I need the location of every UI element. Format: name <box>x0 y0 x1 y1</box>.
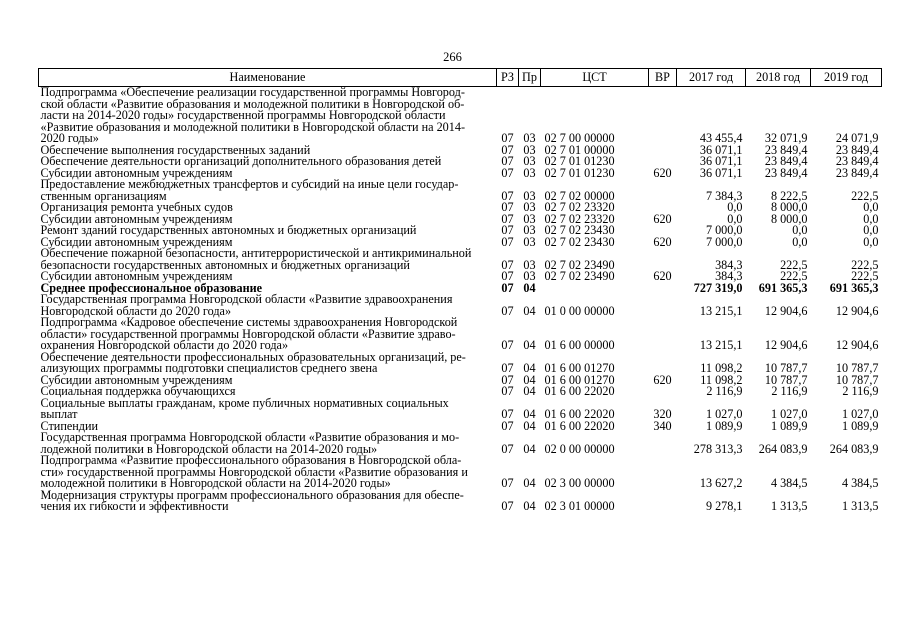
row-2017: 1 089,9 <box>705 418 743 433</box>
header-rz: РЗ <box>497 69 519 87</box>
row-rz: 07 <box>501 234 514 249</box>
row-2018: 8 000,0 <box>770 211 808 226</box>
row-rz: 07 <box>501 165 514 180</box>
row-2019: 691 365,3 <box>829 280 879 295</box>
row-pr: 03 <box>523 269 536 283</box>
row-pr: 03 <box>523 223 536 237</box>
row-cst: 01 0 00 00000 <box>544 303 615 318</box>
row-2018: 222,5 <box>780 269 808 283</box>
row-rz: 07 <box>501 131 514 145</box>
row-pr: 04 <box>523 418 536 433</box>
row-cst: 02 7 02 23430 <box>544 223 615 237</box>
row-pr: 04 <box>523 372 536 387</box>
row-cst: 02 7 00 00000 <box>544 131 615 145</box>
row-vr <box>649 248 677 271</box>
row-pr: 04 <box>523 280 536 295</box>
row-vr <box>649 432 677 455</box>
row-rz: 07 <box>501 211 514 226</box>
row-vr: 620 <box>653 211 672 226</box>
row-pr: 03 <box>523 142 536 157</box>
row-2017: 9 278,1 <box>705 499 743 513</box>
row-rz: 07 <box>501 280 514 295</box>
row-2019: 0,0 <box>863 223 879 237</box>
row-rz: 07 <box>501 154 514 168</box>
row-2017: 11 098,2 <box>700 372 743 387</box>
row-name: Обеспечение деятельности организаций дополнительного образования детей <box>40 154 442 168</box>
row-2017: 13 215,1 <box>699 338 743 352</box>
row-2018: 222,5 <box>780 257 808 272</box>
row-2017: 36 071,1 <box>699 142 743 157</box>
row-cst: 02 7 02 00000 <box>544 188 615 203</box>
row-2017: 727 319,0 <box>693 280 743 295</box>
row-2018: 8 222,5 <box>770 188 808 203</box>
row-rz: 07 <box>501 257 514 272</box>
row-2018: 23 849,4 <box>764 165 808 180</box>
row-2018: 4 384,5 <box>770 476 808 490</box>
row-cst: 02 7 01 01230 <box>544 154 615 168</box>
row-2018: 1 089,9 <box>770 418 808 433</box>
header-name: Наименование <box>39 69 497 87</box>
row-pr: 03 <box>523 234 536 249</box>
row-2019: 1 089,9 <box>841 418 879 433</box>
table-row <box>39 398 882 421</box>
row-name: Ремонт зданий государственных автономных и бюджетных организаций <box>40 223 417 237</box>
row-name: Обеспечение пожарной безопасности, антитеррористической и антикриминальной безопасности государственных автономных и бюджетных организаций <box>40 246 472 272</box>
row-2019: 222,5 <box>851 269 879 283</box>
header-2018: 2018 год <box>746 69 811 87</box>
row-name: Социальная поддержка обучающихся <box>40 384 236 398</box>
row-cst: 02 3 01 00000 <box>544 499 615 513</box>
row-name: Обеспечение деятельности профессиональных образовательных организаций, ре- ализующих программы подготовки специалистов среднего звена <box>40 349 466 375</box>
header-cst: ЦСТ <box>541 69 649 87</box>
budget-table <box>38 68 882 513</box>
row-2019: 1 313,5 <box>841 499 879 513</box>
row-cst: 01 6 00 00000 <box>544 338 615 352</box>
table-row <box>39 455 882 490</box>
row-2017: 2 116,9 <box>706 384 743 398</box>
header-2017: 2017 год <box>677 69 746 87</box>
row-name: Субсидии автономным учреждениям <box>40 211 233 226</box>
row-vr <box>649 352 677 375</box>
row-vr <box>649 179 677 202</box>
row-pr: 04 <box>523 384 536 398</box>
row-cst: 02 7 02 23430 <box>544 234 615 249</box>
row-rz: 07 <box>501 384 514 398</box>
row-cst: 02 7 02 23490 <box>544 257 615 272</box>
row-pr: 04 <box>523 499 536 513</box>
row-vr <box>649 87 677 145</box>
row-2018: 23 849,4 <box>764 142 808 157</box>
row-vr <box>649 283 677 295</box>
row-vr <box>649 490 677 513</box>
row-pr: 04 <box>523 303 536 318</box>
row-cst: 01 6 00 22020 <box>544 384 615 398</box>
row-2017: 11 098,2 <box>700 361 743 375</box>
row-2019: 2 116,9 <box>842 384 879 398</box>
row-2018: 32 071,9 <box>764 131 808 145</box>
row-name: Стипендии <box>40 418 99 433</box>
row-2018: 12 904,6 <box>764 303 808 318</box>
row-rz: 07 <box>501 223 514 237</box>
row-2019: 0,0 <box>863 200 879 214</box>
row-cst: 01 6 00 22020 <box>544 407 615 421</box>
header-2019: 2019 год <box>811 69 882 87</box>
row-2019: 1 027,0 <box>841 407 879 421</box>
row-2018: 691 365,3 <box>758 280 808 295</box>
row-2018: 8 000,0 <box>770 200 808 214</box>
row-cst: 01 6 00 01270 <box>544 372 615 387</box>
row-name: Обеспечение выполнения государственных заданий <box>40 142 311 157</box>
table-header-row <box>39 69 882 87</box>
row-name: Субсидии автономным учреждениям <box>40 234 233 249</box>
row-2019: 23 849,4 <box>835 165 879 180</box>
row-cst <box>541 283 649 295</box>
row-2019: 4 384,5 <box>841 476 879 490</box>
table-row <box>39 432 882 455</box>
row-2019: 12 904,6 <box>835 338 879 352</box>
row-name: Предоставление межбюджетных трансфертов и субсидий на иные цели государ- ственным организациям <box>40 177 459 203</box>
row-cst: 02 0 00 00000 <box>544 441 615 456</box>
row-2017: 0,0 <box>727 211 743 226</box>
row-2019: 264 083,9 <box>829 441 879 456</box>
row-2017: 7 384,3 <box>705 188 743 203</box>
row-name: Субсидии автономным учреждениям <box>40 372 233 387</box>
row-name: Среднее профессиональное образование <box>40 280 263 295</box>
row-2017: 1 027,0 <box>705 407 743 421</box>
row-2017: 384,3 <box>715 257 743 272</box>
row-rz: 07 <box>501 303 514 318</box>
row-2017: 7 000,0 <box>705 234 743 249</box>
row-pr: 04 <box>523 338 536 352</box>
row-2018: 10 787,7 <box>764 372 808 387</box>
row-cst: 02 3 00 00000 <box>544 476 615 490</box>
row-2019: 0,0 <box>863 234 879 249</box>
row-pr: 04 <box>523 361 536 375</box>
row-rz: 07 <box>501 269 514 283</box>
row-2017: 278 313,3 <box>693 441 743 456</box>
row-rz: 07 <box>501 418 514 433</box>
row-2018: 264 083,9 <box>758 441 808 456</box>
row-2019: 222,5 <box>851 257 879 272</box>
row-2019: 23 849,4 <box>835 142 879 157</box>
row-2018: 10 787,7 <box>764 361 808 375</box>
row-rz: 07 <box>501 476 514 490</box>
row-rz: 07 <box>501 407 514 421</box>
row-rz: 07 <box>501 499 514 513</box>
row-rz: 07 <box>501 188 514 203</box>
row-rz: 07 <box>501 338 514 352</box>
row-cst: 02 7 02 23320 <box>544 211 615 226</box>
row-2017: 36 071,1 <box>699 165 743 180</box>
row-rz: 07 <box>501 142 514 157</box>
row-pr: 03 <box>523 154 536 168</box>
row-vr: 620 <box>653 372 672 387</box>
row-rz: 07 <box>501 361 514 375</box>
row-2019: 222,5 <box>851 188 879 203</box>
row-2019: 24 071,9 <box>835 131 879 145</box>
row-name: Субсидии автономным учреждениям <box>40 165 233 180</box>
row-vr: 620 <box>653 234 672 249</box>
page-number: 266 <box>443 50 462 64</box>
row-name: Подпрограмма «Обеспечение реализации государственной программы Новгород- ской области «Развитие образования и молодежной политики в Новгородской об- ласти на 2014-2020 годы» государственной программы Новгородской области «Развитие образования и молодежной политики в Новгородской области на 2014- 2020 годы» <box>40 85 466 145</box>
row-vr <box>649 455 677 490</box>
row-2019: 10 787,7 <box>835 372 879 387</box>
row-2017: 7 000,0 <box>705 223 743 237</box>
row-pr: 03 <box>523 165 536 180</box>
row-2019: 0,0 <box>863 211 879 226</box>
row-vr: 620 <box>653 269 672 283</box>
row-vr: 620 <box>653 165 672 180</box>
row-2018: 0,0 <box>792 234 808 249</box>
row-pr: 03 <box>523 188 536 203</box>
row-pr: 03 <box>523 131 536 145</box>
row-pr: 04 <box>523 407 536 421</box>
row-vr <box>649 317 677 352</box>
row-2018: 0,0 <box>792 223 808 237</box>
row-2018: 1 313,5 <box>770 499 808 513</box>
row-name: Государственная программа Новгородской области «Развитие образования и мо- лодежной политики в Новгородской области на 2014-2020 годы» <box>40 430 460 456</box>
row-2017: 36 071,1 <box>699 154 743 168</box>
row-name: Субсидии автономным учреждениям <box>40 269 233 283</box>
table-row <box>39 248 882 271</box>
row-2018: 12 904,6 <box>764 338 808 352</box>
row-pr: 04 <box>523 441 536 456</box>
row-cst: 02 7 02 23490 <box>544 269 615 283</box>
row-name: Модернизация структуры программ профессионального образования для обеспе- чения их гибкости и эффективности <box>40 487 464 513</box>
header-pr: Пр <box>519 69 541 87</box>
row-2019: 12 904,6 <box>835 303 879 318</box>
row-vr <box>649 294 677 317</box>
row-cst: 01 6 00 22020 <box>544 418 615 433</box>
row-rz: 07 <box>501 200 514 214</box>
row-vr <box>649 145 677 157</box>
row-rz: 07 <box>501 441 514 456</box>
row-2017: 43 455,4 <box>699 131 743 145</box>
row-2019: 10 787,7 <box>835 361 879 375</box>
table-row <box>39 352 882 375</box>
row-vr <box>649 386 677 398</box>
row-2017: 13 627,2 <box>699 476 743 490</box>
row-2017: 0,0 <box>727 200 743 214</box>
row-2017: 13 215,1 <box>699 303 743 318</box>
table-row <box>39 490 882 513</box>
row-vr: 320 <box>653 407 672 421</box>
row-cst: 01 6 00 01270 <box>544 361 615 375</box>
row-name: Подпрограмма «Кадровое обеспечение системы здравоохранения Новгородской области» государственной программы Новгородской области «Развитие здраво- охранения Новгородской области до 2020 года» <box>40 315 458 352</box>
row-2017: 384,3 <box>715 269 743 283</box>
row-pr: 03 <box>523 211 536 226</box>
row-name: Государственная программа Новгородской области «Развитие здравоохранения Новгородской области до 2020 года» <box>40 292 453 318</box>
row-2018: 2 116,9 <box>771 384 808 398</box>
row-cst: 02 7 01 00000 <box>544 142 615 157</box>
row-cst: 02 7 01 01230 <box>544 165 615 180</box>
row-name: Социальные выплаты гражданам, кроме публичных нормативных социальных выплат <box>40 395 449 421</box>
row-2018: 23 849,4 <box>764 154 808 168</box>
row-2019: 23 849,4 <box>835 154 879 168</box>
table-row <box>39 179 882 202</box>
row-2018: 1 027,0 <box>770 407 808 421</box>
row-name: Подпрограмма «Развитие профессионального образования в Новгородской обла- сти» государственной программы Новгородской области «Развитие образования и молодежной политики в Новгородской области на 2014-2020 годы» <box>40 453 468 490</box>
row-pr: 03 <box>523 200 536 214</box>
table-body <box>39 87 882 513</box>
row-cst: 02 7 02 23320 <box>544 200 615 214</box>
row-pr: 04 <box>523 476 536 490</box>
row-rz: 07 <box>501 372 514 387</box>
table-row <box>39 294 882 317</box>
row-vr: 340 <box>653 418 672 433</box>
table-row <box>39 317 882 352</box>
header-vr: ВР <box>649 69 677 87</box>
row-name: Организация ремонта учебных судов <box>40 200 233 214</box>
table-row <box>39 87 882 145</box>
row-pr: 03 <box>523 257 536 272</box>
